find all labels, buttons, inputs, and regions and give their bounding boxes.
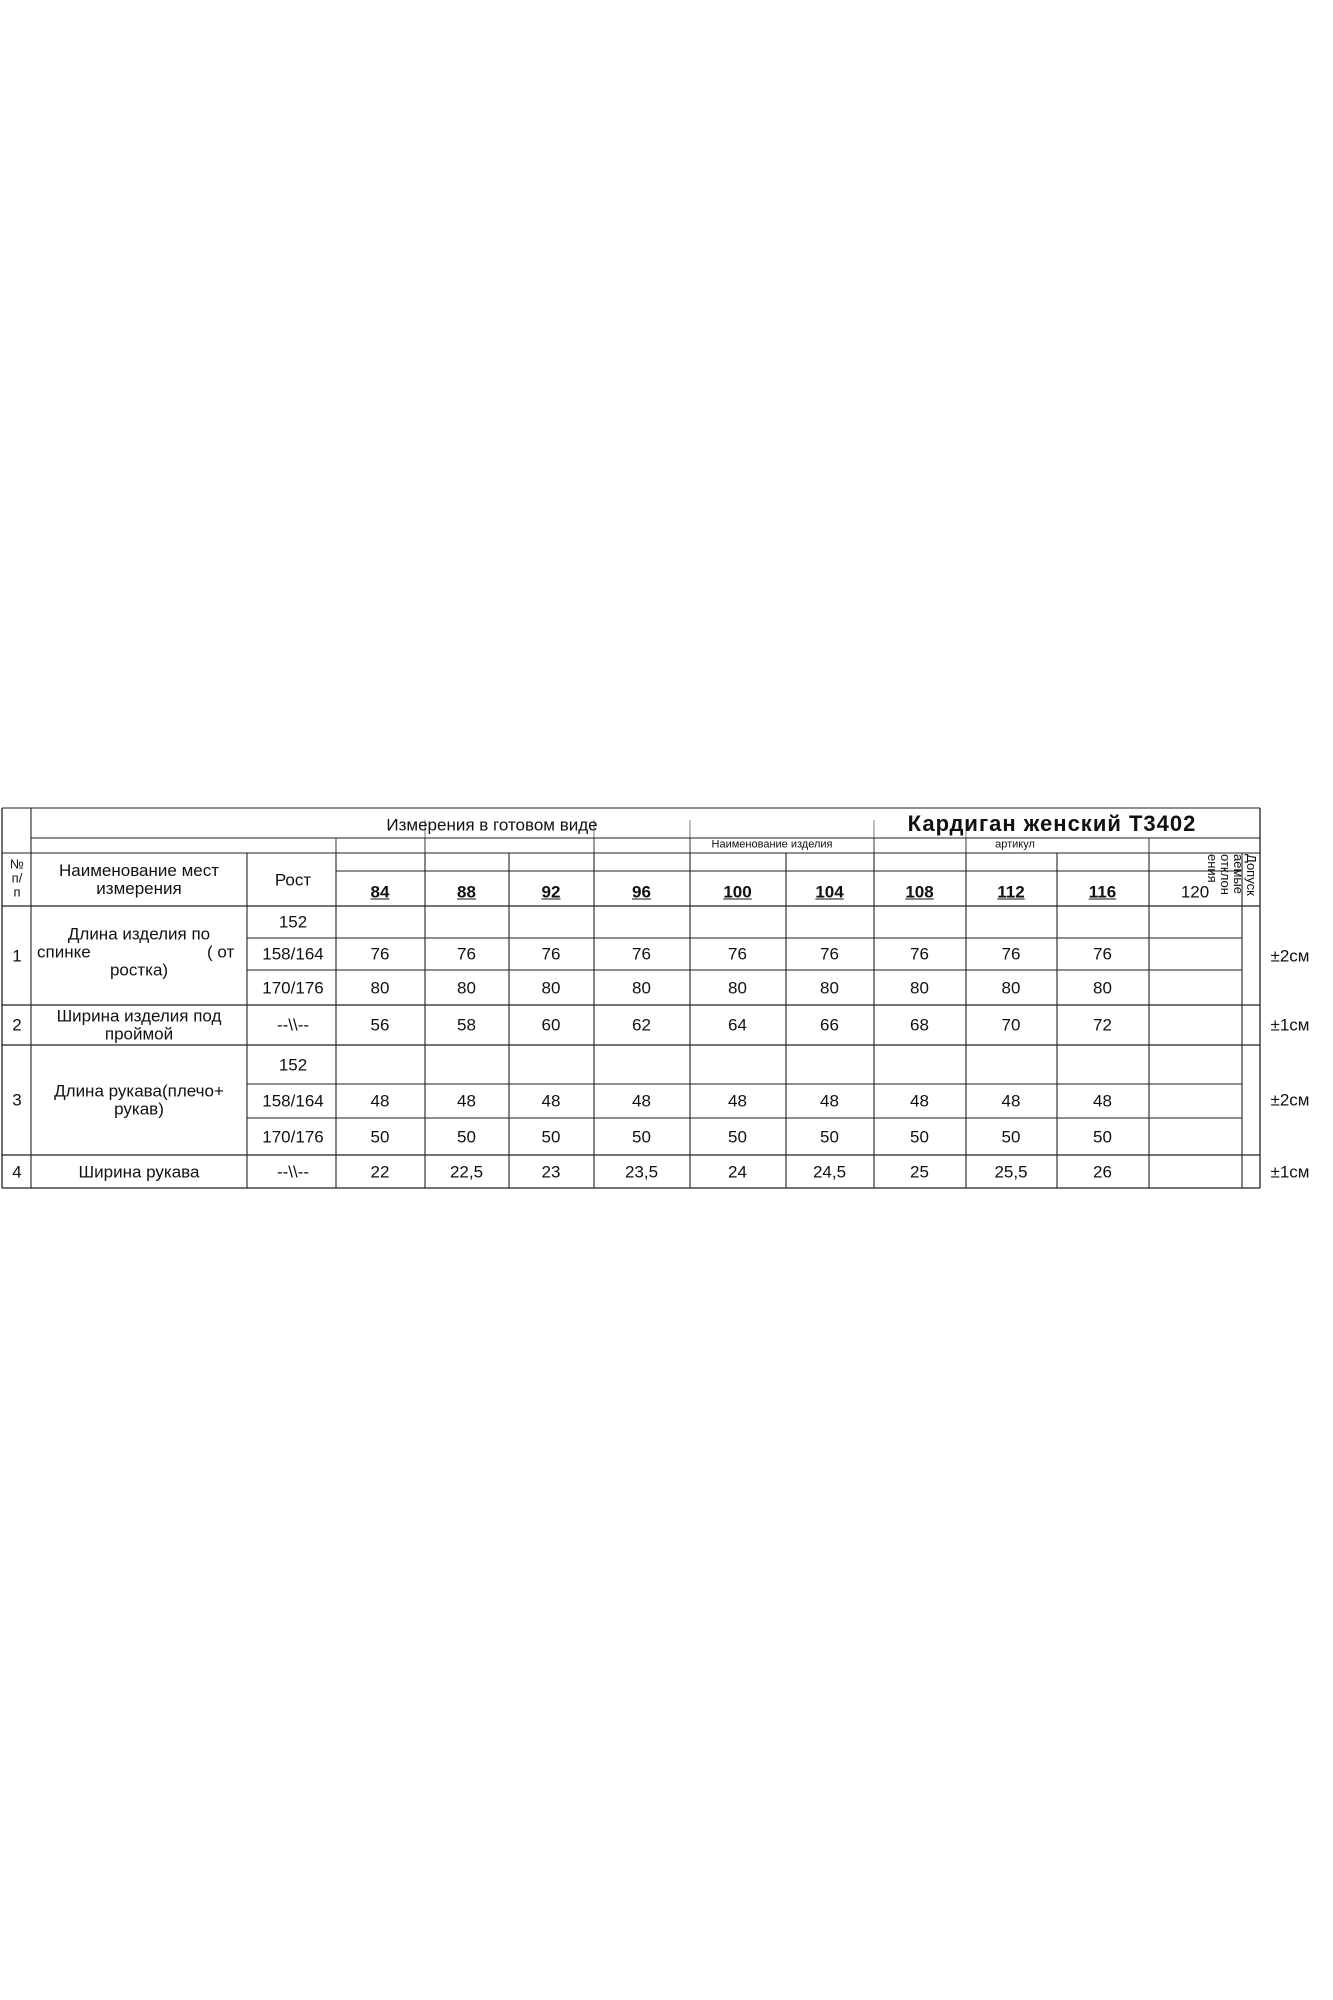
tolerance-cell: ±2см bbox=[1270, 946, 1310, 965]
size-header-108: 108 bbox=[905, 882, 934, 902]
measure-cell: 80 bbox=[632, 978, 651, 997]
row-name-line: Длина изделия по bbox=[67, 924, 211, 943]
size-chart-sheet bbox=[2, 808, 1310, 1188]
measure-cell: 22,5 bbox=[449, 1162, 484, 1181]
height-cell: 152 bbox=[278, 912, 308, 932]
size-header-88: 88 bbox=[457, 882, 476, 902]
row-name-line: проймой bbox=[104, 1024, 174, 1044]
tolerance-cell: ±1см bbox=[1270, 1162, 1310, 1181]
size-header-92: 92 bbox=[541, 882, 561, 902]
height-cell: 152 bbox=[278, 1055, 308, 1074]
measure-cell: 80 bbox=[1001, 978, 1021, 997]
row-number-2: 2 bbox=[12, 1015, 22, 1035]
measure-cell: 24,5 bbox=[812, 1162, 847, 1181]
row-name-line: Ширина изделия под bbox=[56, 1006, 222, 1026]
measure-cell: 68 bbox=[910, 1015, 929, 1035]
height-cell: 170/176 bbox=[262, 1127, 324, 1146]
measure-cell: 48 bbox=[728, 1091, 747, 1111]
number-header-line-3: п bbox=[13, 884, 21, 900]
measure-cell: 23,5 bbox=[624, 1162, 659, 1181]
measure-cell: 50 bbox=[1001, 1127, 1021, 1146]
measure-cell: 80 bbox=[541, 978, 561, 997]
size-header-116: 116 bbox=[1088, 882, 1117, 902]
size-header-120: 120 bbox=[1180, 882, 1210, 902]
measure-cell: 25,5 bbox=[994, 1162, 1028, 1181]
measure-cell: 50 bbox=[820, 1127, 839, 1146]
measure-cell: 80 bbox=[910, 978, 929, 997]
measure-cell: 48 bbox=[1001, 1091, 1021, 1111]
measure-cell: 50 bbox=[457, 1127, 476, 1146]
measure-cell: 76 bbox=[457, 944, 476, 964]
measure-cell: 50 bbox=[370, 1127, 390, 1146]
product-name-label: Наименование изделия bbox=[711, 838, 833, 851]
measure-cell: 76 bbox=[370, 944, 390, 964]
height-cell: --\\-- bbox=[276, 1162, 310, 1181]
row-number-4: 4 bbox=[12, 1162, 22, 1181]
row-name-line: рукав) bbox=[114, 1099, 164, 1119]
height-header: Рост bbox=[274, 870, 312, 890]
size-header-84: 84 bbox=[370, 882, 390, 902]
measure-cell: 66 bbox=[820, 1015, 839, 1035]
measure-cell: 48 bbox=[541, 1091, 561, 1111]
size-header-96: 96 bbox=[632, 882, 651, 902]
measure-cell: 50 bbox=[728, 1127, 747, 1146]
measure-cell: 76 bbox=[728, 944, 747, 964]
measure-cell: 72 bbox=[1093, 1015, 1112, 1035]
height-cell: 158/164 bbox=[262, 1091, 324, 1111]
size-header-100: 100 bbox=[723, 882, 752, 902]
measure-cell: 48 bbox=[457, 1091, 476, 1111]
measurements-title: Измерения в готовом виде bbox=[386, 815, 598, 835]
tolerance-header-line-3: отклон bbox=[1218, 854, 1233, 895]
tolerance-cell: ±1см bbox=[1270, 1015, 1310, 1035]
measure-cell: 62 bbox=[632, 1015, 651, 1035]
measure-cell: 58 bbox=[457, 1015, 476, 1035]
height-cell: 158/164 bbox=[262, 944, 324, 964]
tolerance-header-line-4: ения bbox=[1205, 854, 1220, 883]
measure-cell: 26 bbox=[1093, 1162, 1112, 1181]
measure-cell: 22 bbox=[370, 1162, 390, 1181]
row-name-line: Ширина рукава bbox=[78, 1162, 200, 1181]
number-header-line-2: п/ bbox=[11, 870, 23, 886]
measure-cell: 48 bbox=[1093, 1091, 1112, 1111]
height-cell: 170/176 bbox=[262, 978, 324, 997]
measure-cell: 24 bbox=[728, 1162, 747, 1181]
row-name-line: Длина рукава(плечо+ bbox=[54, 1081, 224, 1101]
size-header-112: 112 bbox=[997, 882, 1025, 902]
row-number-3: 3 bbox=[12, 1090, 22, 1110]
measure-cell: 80 bbox=[820, 978, 839, 997]
measure-cell: 23 bbox=[541, 1162, 561, 1181]
measure-cell: 70 bbox=[1001, 1015, 1021, 1035]
measure-cell: 76 bbox=[632, 944, 651, 964]
measure-cell: 76 bbox=[910, 944, 929, 964]
tolerance-header-line-2: аемые bbox=[1231, 854, 1246, 894]
measure-cell: 50 bbox=[910, 1127, 929, 1146]
row-name-line: спинке bbox=[37, 942, 91, 961]
measure-cell: 56 bbox=[370, 1015, 390, 1035]
row-number-1: 1 bbox=[12, 946, 22, 965]
row-name-line: ростка) bbox=[109, 960, 169, 979]
measure-cell: 80 bbox=[457, 978, 476, 997]
measure-cell: 80 bbox=[370, 978, 390, 997]
height-cell: --\\-- bbox=[276, 1015, 310, 1035]
measure-cell: 48 bbox=[370, 1091, 390, 1111]
measure-cell: 50 bbox=[541, 1127, 561, 1146]
measure-cell: 25 bbox=[910, 1162, 929, 1181]
row-name-line: ( от bbox=[207, 942, 235, 961]
measure-cell: 76 bbox=[820, 944, 839, 964]
measure-cell: 50 bbox=[632, 1127, 651, 1146]
product-title: Кардиган женский Т3402 bbox=[907, 811, 1197, 836]
article-label: артикул bbox=[995, 838, 1035, 851]
measure-cell: 48 bbox=[910, 1091, 929, 1111]
tolerance-header-line-1: Допуск bbox=[1244, 854, 1259, 896]
measure-cell: 76 bbox=[1093, 944, 1112, 964]
measure-cell: 50 bbox=[1093, 1127, 1112, 1146]
measure-cell: 64 bbox=[728, 1015, 747, 1035]
measure-cell: 76 bbox=[541, 944, 561, 964]
size-header-104: 104 bbox=[815, 882, 844, 902]
measure-cell: 48 bbox=[820, 1091, 839, 1111]
measure-cell: 76 bbox=[1001, 944, 1021, 964]
measure-cell: 80 bbox=[728, 978, 747, 997]
measure-cell: 60 bbox=[541, 1015, 561, 1035]
tolerance-cell: ±2см bbox=[1270, 1090, 1310, 1110]
number-header-line-1: № bbox=[10, 856, 24, 872]
name-header: Наименование мест измерения bbox=[59, 861, 219, 898]
measure-cell: 48 bbox=[632, 1091, 651, 1111]
measure-cell: 80 bbox=[1093, 978, 1112, 997]
